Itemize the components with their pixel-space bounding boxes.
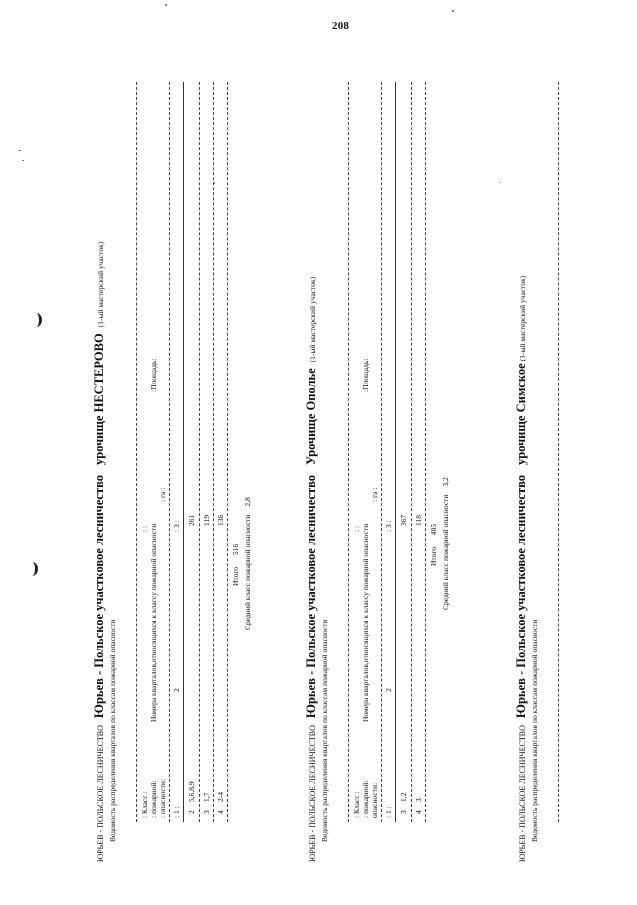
section-title: [92, 242, 107, 862]
average-value: 2,8: [243, 497, 252, 507]
section-title: [304, 277, 319, 862]
total-line: [429, 524, 438, 566]
total-label: Итого: [429, 547, 438, 566]
index-col-1: : 1 :: [172, 806, 181, 818]
org-name: ЮРЬЕВ - ПОЛЬСКОЕ ЛЕСНИЧЕСТВО: [518, 725, 527, 862]
scan-speck: [22, 160, 24, 161]
tract-name: урочище Симское: [514, 363, 528, 465]
org-name: ЮРЬЕВ - ПОЛЬСКОЕ ЛЕСНИЧЕСТВО: [96, 725, 105, 862]
header-class: : пожарной:: [149, 780, 158, 818]
average-line: [243, 497, 252, 630]
row-area: 367: [399, 514, 408, 526]
average-line: [441, 477, 450, 610]
tract-note: (1-ый мастерский участок): [308, 276, 317, 363]
total-value: 516: [231, 543, 240, 556]
row-area: 136: [216, 514, 225, 526]
average-label: Средний класс пожарной опасности: [243, 514, 252, 630]
header-colons: : :: [352, 525, 361, 532]
header-class: опасности:: [370, 782, 379, 818]
binding-mark: [26, 562, 38, 576]
index-col-2: 2: [384, 688, 393, 692]
header-quarter-numbers: Номера кварталов,относящихся к классу пожарной опасности: [149, 523, 158, 722]
table-rule: [558, 82, 559, 822]
header-area: :Площадь:: [361, 358, 370, 392]
page-number: 208: [332, 20, 350, 32]
index-col-1: : 1 :: [384, 806, 393, 818]
row-class: 3: [399, 810, 408, 814]
forestry-name: Юрьев - Польское участковое лесничество: [514, 475, 528, 719]
table-rule: [395, 82, 396, 822]
table-rule: [348, 82, 349, 822]
header-class: : опасности:: [158, 778, 167, 818]
index-col-3: : 3 :: [172, 520, 181, 532]
forestry-name: Юрьев - Польское участковое лесничество: [92, 475, 106, 719]
index-col-3: : 3 :: [384, 520, 393, 532]
index-col-2: 2: [172, 688, 181, 692]
row-quarters: 3: [414, 798, 423, 802]
table-rule: [381, 82, 382, 822]
row-quarters: 2-4: [216, 792, 225, 802]
average-value: 3,2: [441, 477, 450, 487]
row-area: 119: [202, 515, 211, 526]
header-class: : Класс :: [352, 791, 361, 818]
section-title: [514, 276, 529, 862]
header-unit: : га :: [158, 487, 167, 502]
row-rule: [425, 82, 426, 822]
row-class: 3: [202, 810, 211, 814]
row-quarters: 5,6,8,9: [187, 781, 196, 802]
forestry-name: Юрьев - Польское участковое лесничество: [304, 475, 318, 719]
section-nesterovo: [92, 92, 252, 862]
header-class: : Класс :: [140, 791, 149, 818]
scan-speck: [452, 10, 454, 12]
table-rule: [169, 82, 170, 822]
row-class: 4: [414, 810, 423, 814]
row-rule: [411, 82, 412, 822]
row-quarters: 1,7: [202, 792, 211, 802]
row-area: 261: [187, 514, 196, 526]
total-line: [231, 544, 240, 586]
row-class: 4: [216, 810, 225, 814]
row-quarters: 1,2: [399, 792, 408, 802]
tract-note: (1-ый мастерский участок): [96, 241, 105, 328]
row-area: 118: [414, 515, 423, 526]
section-opolye: [304, 92, 454, 862]
header-quarter-numbers: Номера кварталов,относящихся к классу пожарной опасности: [361, 523, 370, 722]
scan-speck: [165, 4, 167, 6]
org-name: ЮРЬЕВ - ПОЛЬСКОЕ ЛЕСНИЧЕСТВО: [308, 725, 317, 862]
section-subtitle: Ведомость распределения кварталов по классам пожарной опасности: [530, 619, 539, 842]
table-rule: [183, 82, 184, 822]
row-rule: [227, 82, 228, 822]
header-unit: : га :: [370, 487, 379, 502]
scan-speck: [18, 150, 21, 151]
tract-name: Урочище Ополье: [304, 368, 318, 465]
section-subtitle: Ведомость распределения кварталов по классам пожарной опасности: [320, 619, 329, 842]
rotated-page-content: [92, 92, 602, 862]
row-rule: [213, 82, 214, 822]
binding-mark: [30, 313, 42, 327]
header-colons: : :: [140, 525, 149, 532]
tract-note: (1-ый мастерский участок): [518, 275, 527, 362]
row-rule: [199, 82, 200, 822]
row-class: 2: [187, 810, 196, 814]
section-simskoe: [514, 92, 637, 862]
section-subtitle: Ведомость распределения кварталов по классам пожарной опасности: [108, 619, 117, 842]
average-label: Средний класс пожарной опасности: [441, 494, 450, 610]
total-label: Итого: [231, 567, 240, 586]
header-class: : пожарной:: [361, 780, 370, 818]
tract-name: урочище НЕСТЕРОВО: [92, 333, 106, 465]
header-area: :Площадь:: [149, 358, 158, 392]
table-rule: [136, 82, 137, 822]
total-value: 485: [429, 523, 438, 536]
